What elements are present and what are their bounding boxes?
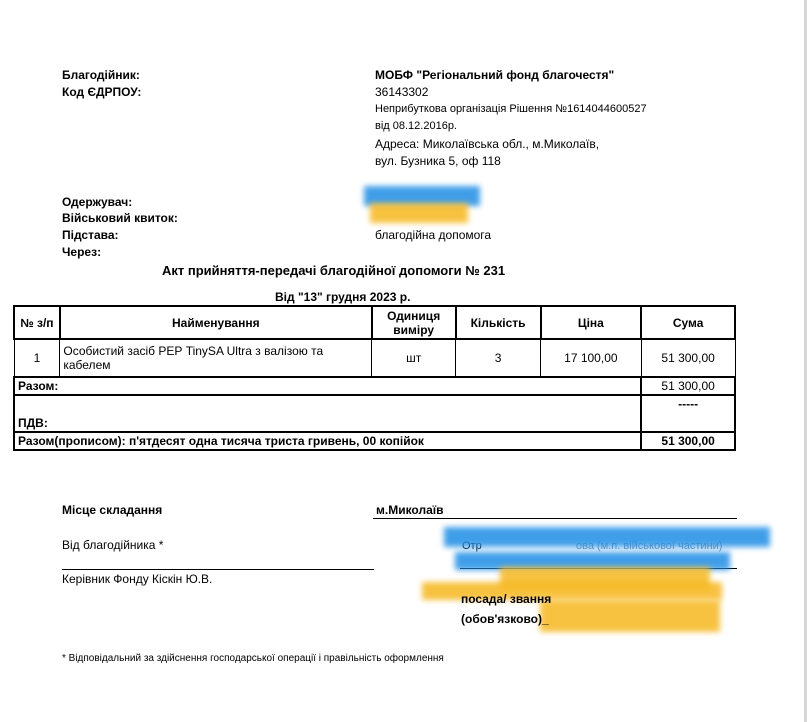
footnote: * Відповідальний за здійснення господарської операції і правільність оформлення: [62, 653, 444, 664]
row-qty: 3: [456, 339, 541, 377]
row-unit: шт: [372, 339, 456, 377]
place-label: Місце складання: [62, 503, 163, 517]
header-name: Найменування: [60, 306, 372, 339]
donor-name: МОБФ "Регіональний фонд благочестя": [375, 68, 615, 82]
redaction-recipient-yellow: [370, 203, 468, 223]
table-row: [14, 339, 735, 377]
edrpou-value: 36143302: [375, 85, 429, 99]
decision-date: від 08.12.2016р.: [375, 120, 457, 132]
row-sum: 51 300,00: [641, 339, 735, 377]
total-words-row: [14, 432, 735, 450]
place-value: м.Миколаїв: [376, 503, 444, 517]
total-value: 51 300,00: [641, 377, 735, 395]
nonprofit-line: Неприбуткова організація Рішення №1614044600527: [375, 103, 647, 115]
total-words: Разом(прописом): п'ятдесят одна тисяча триста гривень, 00 копійок: [14, 432, 641, 450]
military-id-label: Військовий квиток:: [62, 211, 178, 225]
row-num: 1: [14, 339, 60, 377]
position-rank: посада/ звання: [461, 592, 552, 606]
goods-table: [13, 305, 736, 451]
donor-label: Благодійник:: [62, 68, 140, 82]
header-price: Ціна: [541, 306, 642, 339]
vat-row: [14, 395, 735, 432]
act-date: Від "13" грудня 2023 р.: [275, 290, 411, 304]
row-name: Особистий засіб РЕР TinySA Ultra з валізою та кабелем: [60, 339, 372, 377]
vat-value: -----: [641, 395, 735, 432]
edrpou-label: Код ЄДРПОУ:: [62, 85, 142, 99]
donor-signature-line: [62, 569, 374, 570]
address-line-2: вул. Бузника 5, оф 118: [375, 154, 501, 168]
act-title: Акт прийняття-передачі благодійної допомоги № 231: [162, 263, 506, 278]
header-unit: Одиниця виміру: [372, 306, 456, 339]
recipient-label: Одержувач:: [62, 195, 133, 209]
place-underline: [373, 518, 737, 519]
vat-label: ПДВ:: [14, 395, 641, 432]
row-price: 17 100,00: [541, 339, 642, 377]
mandatory-note: (обов'язково)_: [461, 612, 549, 626]
total-words-value: 51 300,00: [641, 432, 735, 450]
via-label: Через:: [62, 245, 102, 259]
header-qty: Кількість: [456, 306, 541, 339]
header-num: № з/п: [14, 306, 60, 339]
header-sum: Сума: [641, 306, 735, 339]
redaction-signature-blue-1: [444, 527, 770, 547]
table-header-row: [14, 306, 735, 339]
address-line-1: Адреса: Миколаївська обл., м.Миколаїв,: [375, 137, 600, 151]
total-label: Разом:: [14, 377, 641, 395]
head-of-fund: Керівник Фонду Кіскін Ю.В.: [62, 572, 213, 586]
redaction-signature-yellow-3: [540, 600, 720, 632]
basis-label: Підстава:: [62, 228, 119, 242]
from-donor-label: Від благодійника *: [62, 538, 164, 552]
total-row: [14, 377, 735, 395]
basis-value: благодійна допомога: [375, 228, 492, 242]
